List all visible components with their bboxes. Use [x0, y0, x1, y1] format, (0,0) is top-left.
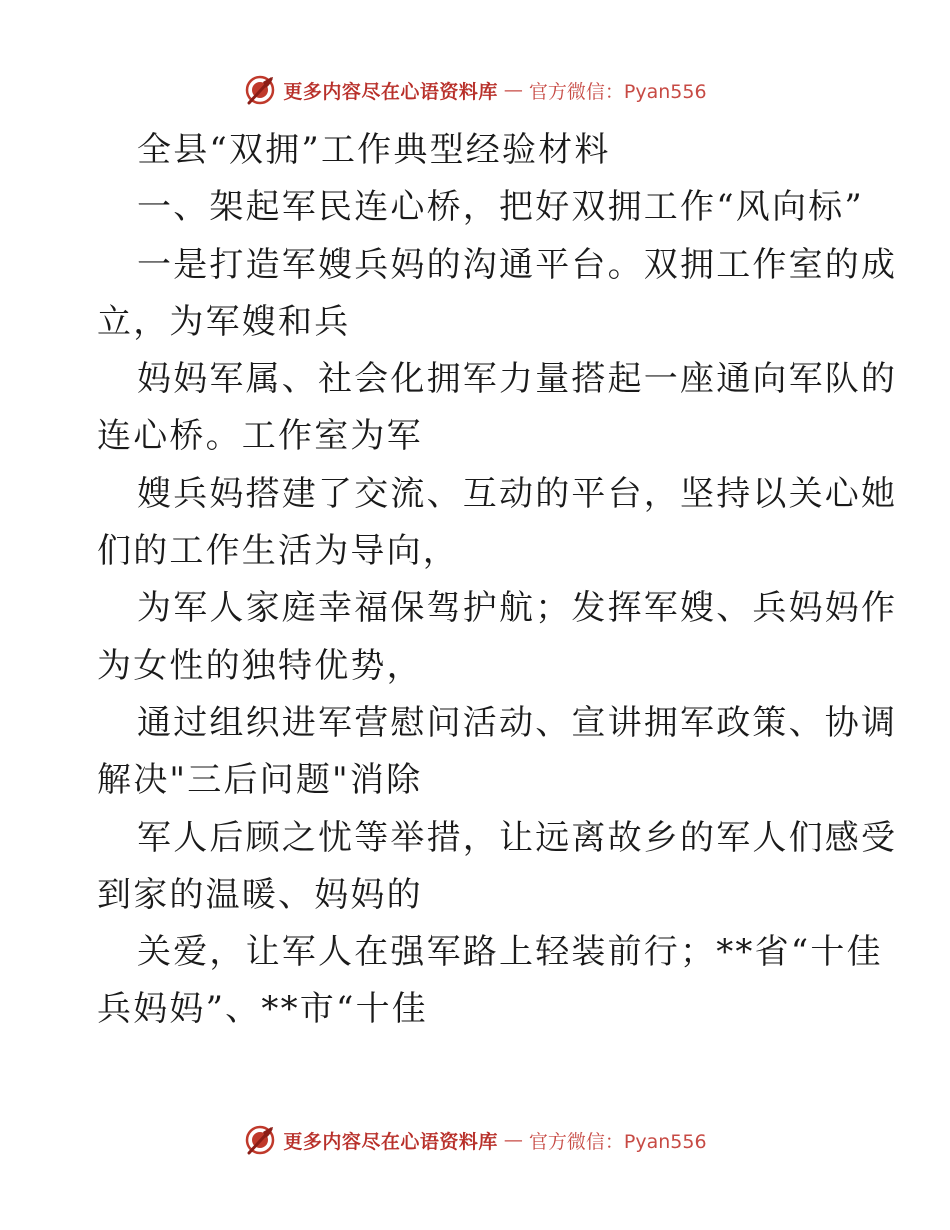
paragraph-line: 一是打造军嫂兵妈的沟通平台。双拥工作室的成	[137, 244, 898, 285]
paragraph-line: 立，为军嫂和兵	[97, 301, 351, 342]
footer-contact-text: 官方微信：Pyan556	[528, 1130, 707, 1153]
paragraph-line: 到家的温暖、妈妈的	[97, 874, 423, 915]
footer-banner	[243, 1123, 706, 1157]
footer-separator: —	[503, 1129, 523, 1151]
paragraph-line: 为女性的独特优势，	[97, 645, 423, 686]
paragraph-line: 关爱，让军人在强军路上轻装前行；**省“十佳	[137, 932, 883, 973]
document-title: 全县“双拥”工作典型经验材料	[137, 130, 611, 170]
paragraph-line: 通过组织进军营慰问活动、宣讲拥军政策、协调	[137, 702, 898, 743]
quill-logo-icon	[243, 73, 277, 107]
header-brand-text: 更多内容尽在心语资料库	[283, 80, 498, 103]
paragraph-line: 军人后顾之忧等举措，让远离故乡的军人们感受	[137, 817, 898, 858]
paragraph-line: 嫂兵妈搭建了交流、互动的平台，坚持以关心她	[137, 473, 898, 514]
quill-logo-icon	[243, 1123, 277, 1157]
paragraph-line: 妈妈军属、社会化拥军力量搭起一座通向军队的	[137, 359, 898, 400]
paragraph-line: 为军人家庭幸福保驾护航；发挥军嫂、兵妈妈作	[137, 588, 898, 629]
document-body	[97, 122, 898, 1039]
page-header	[0, 70, 950, 110]
header-separator: —	[503, 79, 523, 101]
header-banner	[243, 73, 706, 107]
paragraph-line: 们的工作生活为导向，	[97, 531, 459, 572]
paragraph-line: 兵妈妈”、**市“十佳	[97, 989, 428, 1030]
header-contact-text: 官方微信：Pyan556	[528, 80, 707, 103]
page-footer	[0, 1120, 950, 1160]
paragraph-line: 连心桥。工作室为军	[97, 416, 423, 457]
paragraph-line: 解决"三后问题"消除	[97, 760, 423, 801]
footer-brand-text: 更多内容尽在心语资料库	[283, 1130, 498, 1153]
section-heading: 一、架起军民连心桥，把好双拥工作“风向标”	[137, 187, 864, 228]
